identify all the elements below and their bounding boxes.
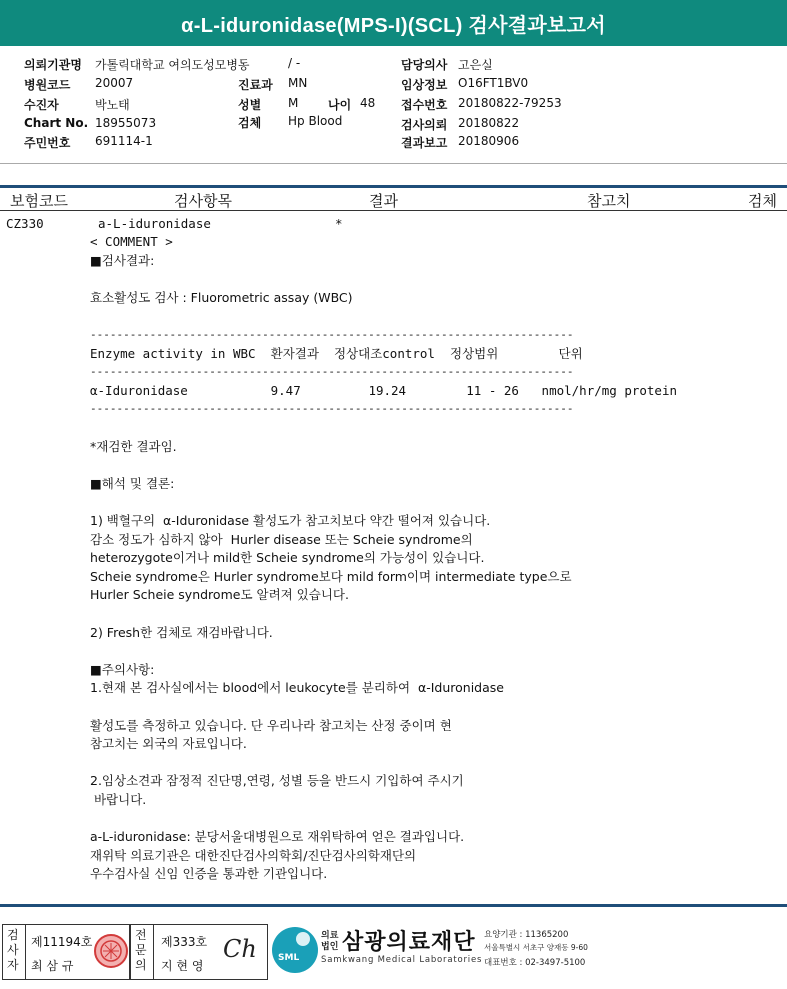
inspector-label: 검사자 <box>7 928 19 972</box>
comment-line: heterozygote이거나 mild한 Scheie syndrome의 가능성이 있습니다. <box>90 550 485 566</box>
footer-top-rule <box>0 904 787 907</box>
comment-line: Enzyme activity in WBC 환자결과 정상대조control 정상범위 단위 <box>90 345 583 361</box>
comment-line: 2.임상소견과 잠정적 진단명,연령, 성별 등을 반드시 기입하여 주시기 <box>90 773 464 789</box>
comment-line: *재검한 결과임. <box>90 438 177 454</box>
comment-line: < COMMENT > <box>90 234 173 249</box>
comment-line: Hurler Scheie syndrome도 알려져 있습니다. <box>90 587 349 603</box>
confirm-license-no: 제333호 <box>161 935 208 949</box>
label-request-date: 검사의뢰 <box>401 118 448 132</box>
inspector-box <box>2 924 130 980</box>
comment-line: 참고치는 외국의 자료입니다. <box>90 736 247 752</box>
comment-line: 효소활성도 검사 : Fluorometric assay (WBC) <box>90 289 353 305</box>
comment-line: ------------------------------------------------------------------------- <box>90 328 574 341</box>
inspector-license-no: 제11194호 <box>31 935 93 949</box>
label-clinical-info: 임상정보 <box>401 78 448 92</box>
value-receipt-no: 20180822-79253 <box>458 96 562 110</box>
org-address: 서울특별시 서초구 양재동 9-60 <box>484 943 588 952</box>
value-age: 48 <box>360 96 376 110</box>
comment-line: ■검사결과: <box>90 252 155 268</box>
comment-line: ■주의사항: <box>90 661 155 677</box>
org-code: 요양기관 : 11365200 <box>484 930 569 940</box>
comment-line: 활성도를 측정하고 있습니다. 단 우리나라 참고치는 산정 중이며 현 <box>90 717 452 733</box>
value-resident-no: 691114-1 <box>95 134 153 148</box>
comment-line: ■해석 및 결론: <box>90 475 175 491</box>
confirm-name: 지 현 영 <box>161 959 204 973</box>
org-phone: 대표번호 : 02-3497-5100 <box>484 958 586 968</box>
logo-text: SML <box>278 953 300 963</box>
value-chart-no: 18955073 <box>95 116 157 130</box>
col-insurance-code: 보험코드 <box>10 192 68 210</box>
label-resident-no: 주민번호 <box>24 136 71 150</box>
value-department: MN <box>288 76 308 90</box>
label-specimen: 검체 <box>238 116 262 130</box>
column-top-rule <box>0 185 787 188</box>
comment-line: 1) 백혈구의 α-Iduronidase 활성도가 참고치보다 약간 떨어져 있습니다. <box>90 513 491 528</box>
org-prefix-1: 의료 <box>321 931 339 941</box>
inspector-divider <box>25 925 26 979</box>
label-sex: 성별 <box>238 98 262 112</box>
value-patient: 박노태 <box>95 98 130 112</box>
value-hospital-code: 20007 <box>95 76 134 90</box>
value-report-date: 20180906 <box>458 134 520 148</box>
comment-line: 감소 정도가 심하지 않아 Hurler disease 또는 Scheie syndrome의 <box>90 531 473 547</box>
value-request-date: 20180822 <box>458 116 520 130</box>
org-prefix-2: 법인 <box>321 942 339 952</box>
column-bottom-rule <box>0 210 787 211</box>
row-item: a-L-iduronidase <box>98 216 211 231</box>
comment-line: 1.현재 본 검사실에서는 blood에서 leukocyte를 분리하여 α-Iduronidase <box>90 680 504 696</box>
comment-line: 우수검사실 신임 인증을 통과한 기관입니다. <box>90 866 328 882</box>
label-age: 나이 <box>328 98 352 112</box>
confirm-box <box>130 924 268 980</box>
row-code: CZ330 <box>6 216 44 231</box>
footer <box>0 919 787 987</box>
comment-line: ------------------------------------------------------------------------- <box>90 402 574 416</box>
comment-line: 2) Fresh한 검체로 재검바랍니다. <box>90 624 273 640</box>
header-divider <box>0 163 787 164</box>
value-specimen: Hp Blood <box>288 114 343 128</box>
value-sex: M <box>288 96 299 110</box>
sml-logo-icon <box>270 925 320 975</box>
confirm-label: 전문의 <box>135 928 147 972</box>
confirm-divider <box>153 925 154 979</box>
value-doctor: 고은실 <box>458 58 493 72</box>
value-institution: 가톨릭대학교 여의도성모병동 <box>95 58 250 72</box>
label-patient: 수진자 <box>24 98 59 112</box>
label-chart-no: Chart No. <box>24 116 89 130</box>
signature: Ch <box>223 935 257 963</box>
comment-line: Scheie syndrome은 Hurler syndrome보다 mild form이며 intermediate type으로 <box>90 568 572 584</box>
col-result: 결과 <box>369 192 398 210</box>
row-result: * <box>335 216 343 231</box>
org-name: 삼광의료재단 <box>342 930 476 955</box>
comment-block <box>90 233 780 893</box>
label-doctor: 담당의사 <box>401 58 448 72</box>
col-test-item: 검사항목 <box>174 192 232 210</box>
value-clinical-info: O16FT1BV0 <box>458 76 529 90</box>
report-title: α-L-iduronidase(MPS-I)(SCL) 검사결과보고서 <box>0 0 787 46</box>
label-report-date: 결과보고 <box>401 136 448 150</box>
inspector-name: 최 삼 규 <box>31 959 74 973</box>
comment-line: a-L-iduronidase: 분당서울대병원으로 재위탁하여 얻은 결과입니다. <box>90 829 465 845</box>
header-info <box>0 50 787 160</box>
comment-line: 바랍니다. <box>90 792 147 807</box>
label-institution: 의뢰기관명 <box>24 58 82 72</box>
comment-line: ------------------------------------------------------------------------- <box>90 365 574 379</box>
label-department: 진료과 <box>238 78 273 92</box>
seal-stamp <box>93 933 129 969</box>
comment-line: α-Iduronidase 9.47 19.24 11 - 26 nmol/hr/mg protein <box>90 382 677 398</box>
org-english-name: Samkwang Medical Laboratories <box>321 955 483 965</box>
label-hospital-code: 병원코드 <box>24 78 71 92</box>
comment-line: 재위탁 의료기관은 대한진단검사의학회/진단검사의학재단의 <box>90 847 417 863</box>
col-reference: 참고치 <box>587 192 631 210</box>
value-dept-top: / - <box>288 56 301 70</box>
label-receipt-no: 접수번호 <box>401 98 448 112</box>
col-specimen: 검체 <box>748 192 777 210</box>
